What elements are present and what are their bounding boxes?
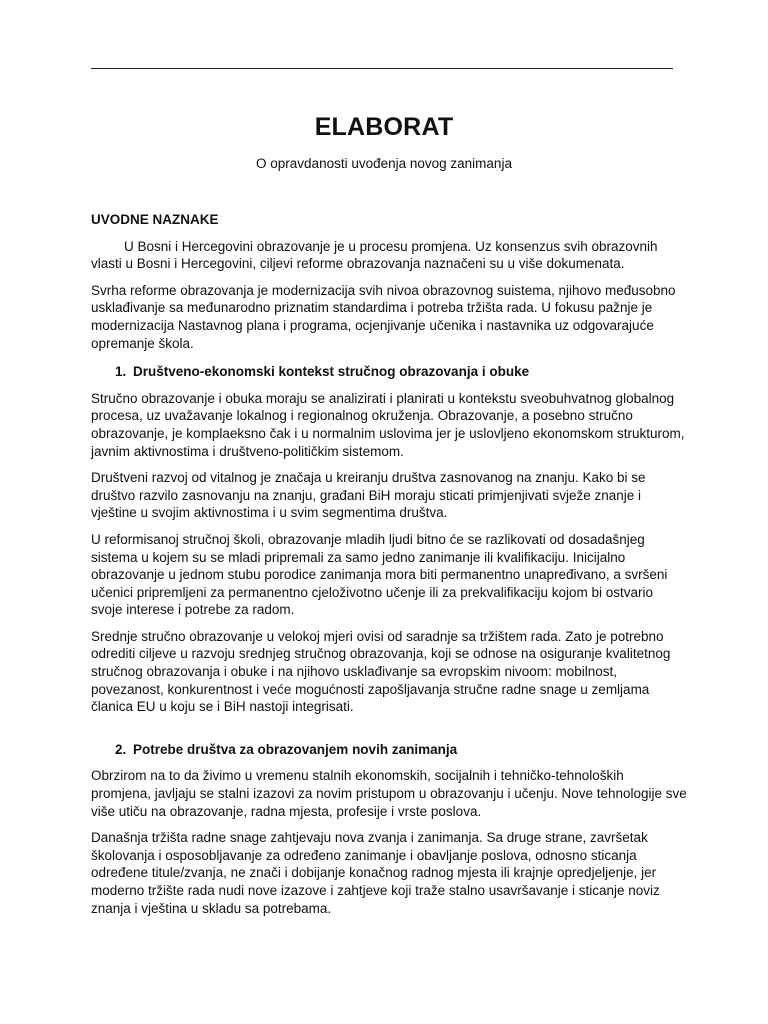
section-1-title: Društveno-ekonomski kontekst stručnog obrazovanja i obuke <box>133 364 530 380</box>
section-1-paragraph: Stručno obrazovanje i obuka moraju se analizirati i planirati u kontekstu sveobuhvatnog globalnog procesa, uz uvažavanje lokalnog i regionalnog okruženja. Obrazovanje, a posebno stručno obrazovanje, je komplaeksno čak i u normalnim uslovima jer je uslovljeno ekonomskom strukturom, javnim aktivnostima i društveno-političkim sistemom. <box>91 390 685 459</box>
document-title: ELABORAT <box>314 113 454 141</box>
section-2-title: Potrebe društva za obrazovanjem novih zanimanja <box>133 741 458 757</box>
section-1-paragraph: U reformisanoj stručnoj školi, obrazovanje mladih ljudi bitno će se razlikovati od dosadašnjeg sistema u kojem su se mladi pripremali za samo jedno zanimanje ili kvalifikaciju. Inicijalno obrazovanje u jednom stubu porodice zanimanja mora biti permanentno unapređivano, a svršeni učenici pripremljeni za permanentno cjeloživotno učenje ili za prekvalifikaciju kojom bi ostvario svoje interese i potrebe za radom. <box>91 531 668 618</box>
top-horizontal-rule <box>91 68 673 69</box>
document-body <box>91 211 687 926</box>
section-2-number: 2. <box>115 741 127 757</box>
section-1-paragraph: Srednje stručno obrazovanje u velokoj mjeri ovisi od saradnje sa tržištem rada. Zato je potrebno odrediti ciljeve u razvoju srednjeg stručnog obrazovanja, koji se odnose na osiguranje kvalitetnog stručnog obrazovanja i obuke i na njihovo usklađivanje sa evropskim nivoom: mobilnost, povezanost, konkurentnost i veće mogućnosti zapošljavanja stručne radne snage u zemljama članica EU u koju se i BiH nastoji integrisati. <box>91 628 671 715</box>
section-1-paragraph: Društveni razvoj od vitalnog je značaja u kreiranju društva zasnovanog na znanju. Kako bi se društvo razvilo zasnovanju na znanju, građani BiH moraju sticati primjenjivati svježe znanje i vještine u svojim aktivnostima i u svim segmentima društva. <box>91 470 646 521</box>
intro-paragraph: U Bosni i Hercegovini obrazovanje je u procesu promjena. Uz konsenzus svih obrazovnih vlasti u Bosni i Hercegovini, ciljevi reforme obrazovanja naznačeni su u više dokumenata. <box>91 238 658 272</box>
document-subtitle: O opravdanosti uvođenja novog zanimanja <box>256 156 512 171</box>
intro-heading: UVODNE NAZNAKE <box>91 212 219 227</box>
section-2-paragraph: Današnja tržišta radne snage zahtjevaju nova zvanja i zanimanja. Sa druge strane, završetak školovanja i osposobljavanje za određeno zanimanje i obavljanje poslova, odnosno sticanja određene titule/zvanja, ne znači i dobijanje konačnog radnog mjesta ili krajnje opredjeljenje, jer moderno tržište rada nudi nove izazove i zahtjeve koji traže stalno usavršavanje i sticanje noviz znanja i vještina u skladu sa potrebama. <box>91 830 660 916</box>
section-2-paragraph: Obrzirom na to da živimo u vremenu stalnih ekonomskih, socijalnih i tehničko-tehnoloških promjena, javljaju se stalni izazovi za novim pristupom u obrazovanju i učenju. Nove tehnologije sve više utiču na obrazovanje, radna mjesta, profesije i vrste poslova. <box>91 768 687 819</box>
intro-paragraph: Svrha reforme obrazovanja je modernizacija svih nivoa obrazovnog suistema, njihovo međusobno usklađivanje sa međunarodno priznatim standardima i potreba tržišta rada. U fokusu pažnje je modernizacija Nastavnog plana i programa, ocjenjivanje učenika i nastavnika uz odgovarajuće opremanje škola. <box>91 282 676 351</box>
section-1-heading <box>91 363 687 381</box>
section-2-heading <box>91 741 687 759</box>
section-1-number: 1. <box>115 364 127 380</box>
